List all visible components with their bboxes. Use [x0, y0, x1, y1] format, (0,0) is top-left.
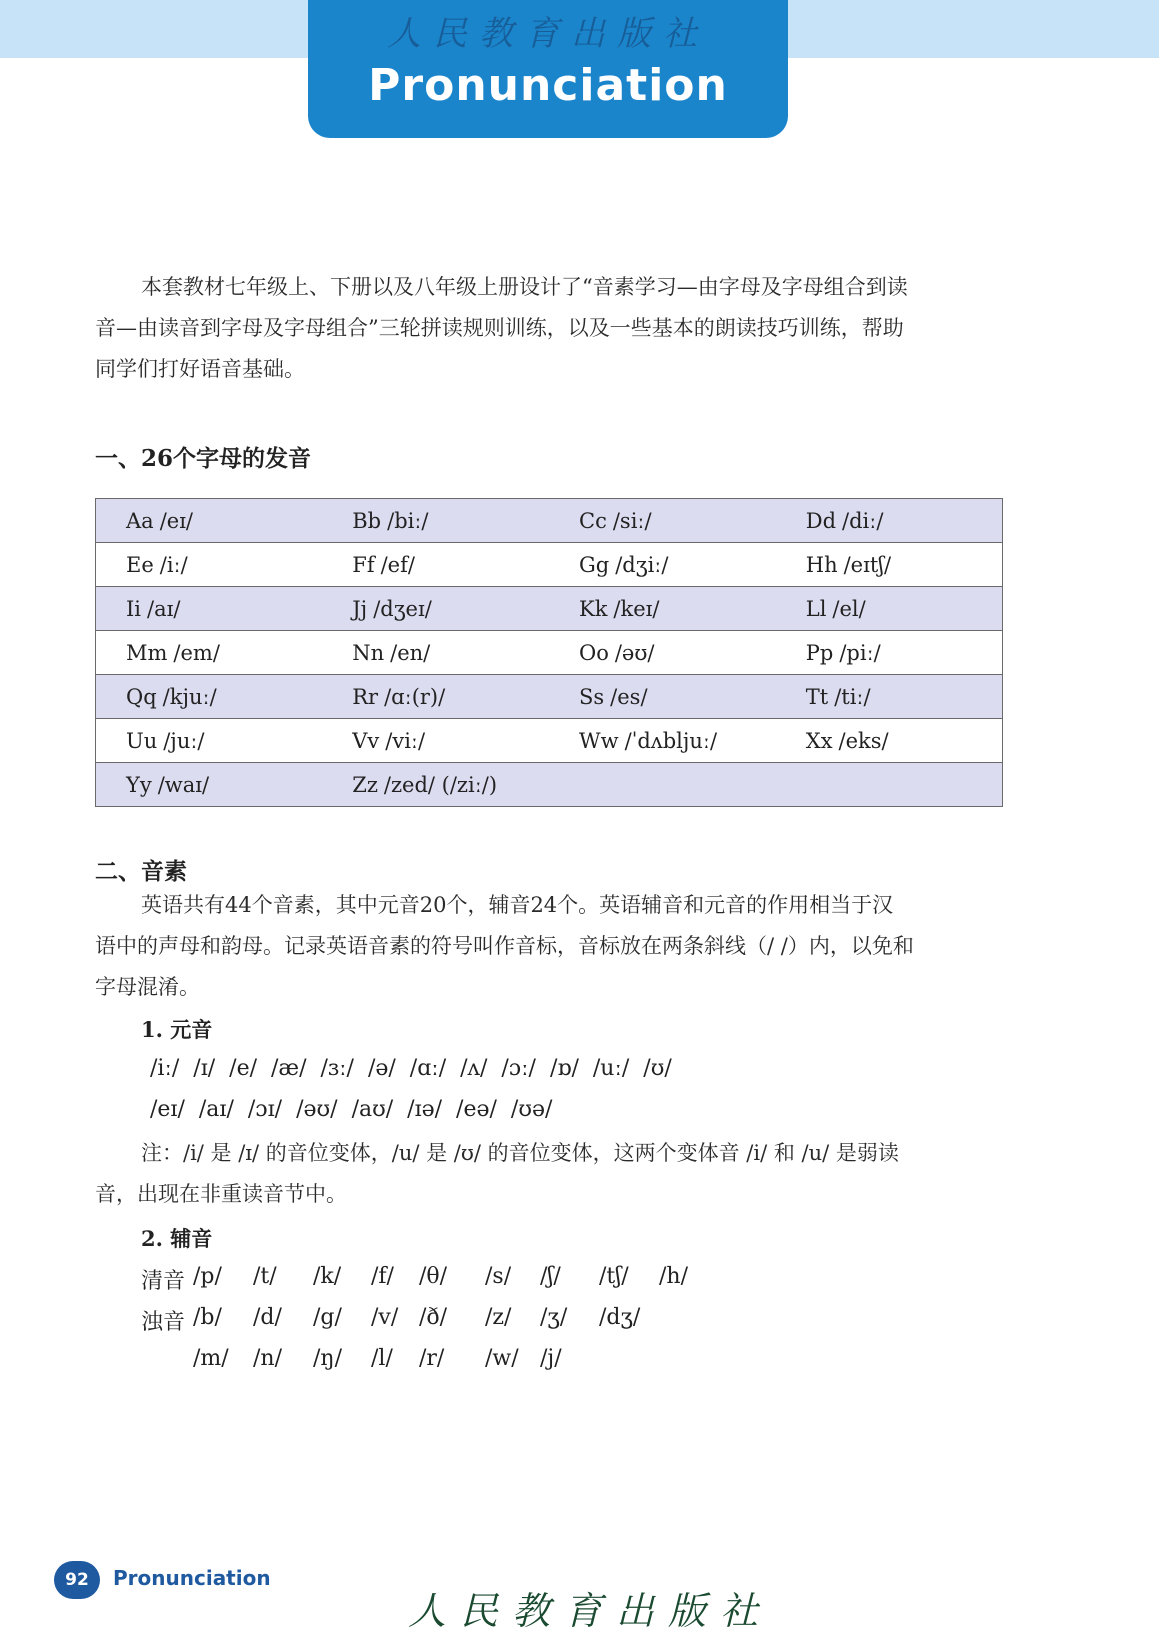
letter: Gg — [579, 552, 610, 577]
table-row — [96, 631, 1003, 675]
phoneme-line: 英语共有44个音素，其中元音20个，辅音24个。英语辅音和元音的作用相当于汉 — [141, 893, 894, 917]
letter: Bb — [352, 508, 382, 533]
letter-phonetic: /waɪ/ — [157, 772, 210, 797]
letter: Mm — [126, 640, 168, 665]
letter-phonetic: /ˈdʌbljuː/ — [624, 728, 718, 753]
letter-phonetic: /ɑː(r)/ — [384, 684, 446, 709]
letter-phonetic: /em/ — [173, 640, 220, 665]
phoneme-paragraph — [95, 885, 1003, 1008]
letter-phonetic: /dʒeɪ/ — [373, 596, 432, 621]
phonetic-symbol: /tʃ/ — [599, 1264, 629, 1289]
phonetic-symbol: /dʒ/ — [599, 1305, 641, 1330]
vowels-heading: 1. 元音 — [141, 1017, 213, 1042]
table-cell — [549, 675, 776, 719]
vowels-row-monophthongs — [150, 1056, 686, 1081]
phonetic-symbol: /ə/ — [367, 1056, 396, 1081]
phonetic-symbol: /b/ — [193, 1305, 222, 1330]
letter: Rr — [352, 684, 379, 709]
phonetic-symbol: /aʊ/ — [351, 1097, 394, 1122]
letter: Pp — [805, 640, 834, 665]
phonetic-symbol: /h/ — [659, 1264, 688, 1289]
letter-phonetic: /iː/ — [159, 552, 188, 577]
phonetic-symbol: /k/ — [313, 1264, 342, 1289]
table-cell — [322, 675, 549, 719]
table-cell — [96, 587, 323, 631]
section1-heading: 一、26个字母的发音 — [95, 445, 312, 472]
letter: Oo — [579, 640, 609, 665]
letter: Uu — [126, 728, 158, 753]
phoneme-line: 语中的声母和韵母。记录英语音素的符号叫作音标，音标放在两条斜线（/ /）内，以免和 — [95, 934, 914, 958]
letter-phonetic: /ef/ — [380, 552, 415, 577]
table-cell — [776, 631, 1003, 675]
letter: Zz — [352, 772, 378, 797]
phonetic-symbol: /eɪ/ — [150, 1097, 185, 1122]
letter-phonetic: /zed/ (/ziː/) — [383, 772, 498, 797]
phonetic-symbol: /p/ — [193, 1264, 222, 1289]
page-title: Pronunciation — [368, 60, 728, 111]
table-cell — [96, 499, 323, 543]
phonetic-symbol: /w/ — [485, 1346, 519, 1371]
table-cell — [776, 675, 1003, 719]
phonetic-symbol: /iː/ — [150, 1056, 180, 1081]
phonetic-symbol: /f/ — [371, 1264, 394, 1289]
letter-phonetic: /kjuː/ — [162, 684, 217, 709]
letter-phonetic: /eɪ/ — [159, 508, 193, 533]
phonetic-symbol: /ʊ/ — [643, 1056, 672, 1081]
table-cell — [322, 499, 549, 543]
phonetic-symbol: /uː/ — [592, 1056, 630, 1081]
phonetic-symbol: /j/ — [540, 1346, 562, 1371]
table-cell — [96, 719, 323, 763]
phonetic-symbol: /z/ — [485, 1305, 512, 1330]
phonetic-symbol: /æ/ — [271, 1056, 307, 1081]
letter-phonetic: /en/ — [390, 640, 431, 665]
phonetic-symbol: /ʒ/ — [540, 1305, 568, 1330]
letter-phonetic: /piː/ — [839, 640, 881, 665]
intro-line: 本套教材七年级上、下册以及八年级上册设计了“音素学习—由字母及字母组合到读 — [141, 275, 908, 299]
table-cell — [776, 763, 1003, 807]
phonetic-symbol: /v/ — [371, 1305, 399, 1330]
letter: Cc — [579, 508, 607, 533]
letter: Ee — [126, 552, 154, 577]
phonetic-symbol: /m/ — [193, 1346, 229, 1371]
letter-phonetic: /tiː/ — [834, 684, 871, 709]
table-cell — [776, 543, 1003, 587]
table-cell — [549, 763, 776, 807]
letter-phonetic: /dʒiː/ — [615, 552, 669, 577]
table-cell — [549, 543, 776, 587]
alphabet-table — [95, 498, 1003, 807]
footer-section-label: Pronunciation — [113, 1566, 271, 1590]
phonetic-symbol: /ɔː/ — [501, 1056, 536, 1081]
letter: Ll — [805, 596, 827, 621]
phonetic-symbol: /ɪ/ — [193, 1056, 216, 1081]
phonetic-symbol: /ɒ/ — [549, 1056, 579, 1081]
table-row — [96, 675, 1003, 719]
phonetic-symbol: /ɜː/ — [320, 1056, 354, 1081]
phonetic-symbol: /əʊ/ — [296, 1097, 338, 1122]
table-cell — [549, 587, 776, 631]
phonetic-symbol: /e/ — [229, 1056, 257, 1081]
intro-paragraph — [95, 267, 1003, 390]
letter-phonetic: /juː/ — [163, 728, 205, 753]
vowel-note — [95, 1133, 1003, 1215]
letter-phonetic: /el/ — [832, 596, 866, 621]
letter: Vv — [352, 728, 380, 753]
phoneme-line: 字母混淆。 — [95, 975, 200, 999]
phonetic-symbol: /ɑː/ — [409, 1056, 447, 1081]
intro-line: 同学们打好语音基础。 — [95, 357, 305, 381]
table-row — [96, 543, 1003, 587]
phonetic-symbol: /θ/ — [419, 1264, 448, 1289]
note-line: 音，出现在非重读音节中。 — [95, 1182, 347, 1206]
table-row — [96, 499, 1003, 543]
table-cell — [322, 763, 549, 807]
letter: Dd — [805, 508, 837, 533]
letter: Jj — [352, 596, 368, 621]
table-row — [96, 587, 1003, 631]
page-number-badge: 92 — [54, 1561, 100, 1599]
title-tab — [308, 0, 788, 138]
table-cell — [322, 719, 549, 763]
phonetic-symbol: /eə/ — [456, 1097, 497, 1122]
phonetic-symbol: /ɔɪ/ — [247, 1097, 283, 1122]
table-cell — [96, 543, 323, 587]
letter: Ww — [579, 728, 619, 753]
letter: Qq — [126, 684, 157, 709]
letter-phonetic: /biː/ — [387, 508, 429, 533]
publisher-logo: 人民教育出版社 — [407, 1589, 772, 1633]
phonetic-symbol: /r/ — [419, 1346, 445, 1371]
publisher-watermark: 人民教育出版社 — [387, 14, 709, 54]
letter-phonetic: /aɪ/ — [147, 596, 181, 621]
phonetic-symbol: /s/ — [485, 1264, 512, 1289]
letter: Kk — [579, 596, 608, 621]
letter: Hh — [805, 552, 838, 577]
table-cell — [549, 631, 776, 675]
letter-phonetic: /eks/ — [838, 728, 889, 753]
table-cell — [322, 543, 549, 587]
letter: Ss — [579, 684, 605, 709]
table-cell — [549, 499, 776, 543]
table-row — [96, 719, 1003, 763]
note-line: 注：/i/ 是 /ɪ/ 的音位变体，/u/ 是 /ʊ/ 的音位变体，这两个变体音 /i/ 和 /u/ 是弱读 — [141, 1141, 899, 1165]
phonetic-symbol: /ʃ/ — [540, 1264, 561, 1289]
phonetic-symbol: /ʊə/ — [510, 1097, 553, 1122]
phonetic-symbol: /g/ — [313, 1305, 342, 1330]
phonetic-symbol: /ɪə/ — [407, 1097, 443, 1122]
table-row — [96, 763, 1003, 807]
letter-phonetic: /diː/ — [842, 508, 884, 533]
phonetic-symbol: /ð/ — [419, 1305, 448, 1330]
phonetic-symbol: /ʌ/ — [460, 1056, 488, 1081]
letter: Nn — [352, 640, 385, 665]
table-cell — [776, 499, 1003, 543]
letter: Ff — [352, 552, 375, 577]
letter-phonetic: /es/ — [610, 684, 648, 709]
phonetic-symbol: /l/ — [371, 1346, 393, 1371]
phonetic-symbol: /t/ — [253, 1264, 277, 1289]
letter-phonetic: /siː/ — [612, 508, 652, 533]
phonetic-symbol: /n/ — [253, 1346, 282, 1371]
letter: Tt — [805, 684, 829, 709]
intro-line: 音—由读音到字母及字母组合”三轮拼读规则训练，以及一些基本的朗读技巧训练，帮助 — [95, 316, 904, 340]
letter: Aa — [126, 508, 154, 533]
consonants-heading: 2. 辅音 — [141, 1226, 213, 1251]
phonetic-symbol: /aɪ/ — [198, 1097, 234, 1122]
table-cell — [776, 587, 1003, 631]
vowels-row-diphthongs — [150, 1097, 566, 1122]
table-cell — [549, 719, 776, 763]
table-cell — [96, 763, 323, 807]
letter-phonetic: /əʊ/ — [614, 640, 655, 665]
phonetic-symbol: /ŋ/ — [313, 1346, 342, 1371]
table-cell — [322, 631, 549, 675]
phonetic-symbol: /d/ — [253, 1305, 282, 1330]
voiceless-label: 清音 — [141, 1269, 186, 1294]
voiced-label: 浊音 — [141, 1310, 186, 1335]
letter-phonetic: /eɪtʃ/ — [843, 552, 892, 577]
table-cell — [322, 587, 549, 631]
letter: Yy — [126, 772, 152, 797]
letter-phonetic: /keɪ/ — [613, 596, 660, 621]
table-cell — [776, 719, 1003, 763]
letter: Xx — [805, 728, 833, 753]
letter: Ii — [126, 596, 142, 621]
table-cell — [96, 631, 323, 675]
section2-heading: 二、音素 — [95, 858, 187, 885]
table-cell — [96, 675, 323, 719]
letter-phonetic: /viː/ — [385, 728, 426, 753]
